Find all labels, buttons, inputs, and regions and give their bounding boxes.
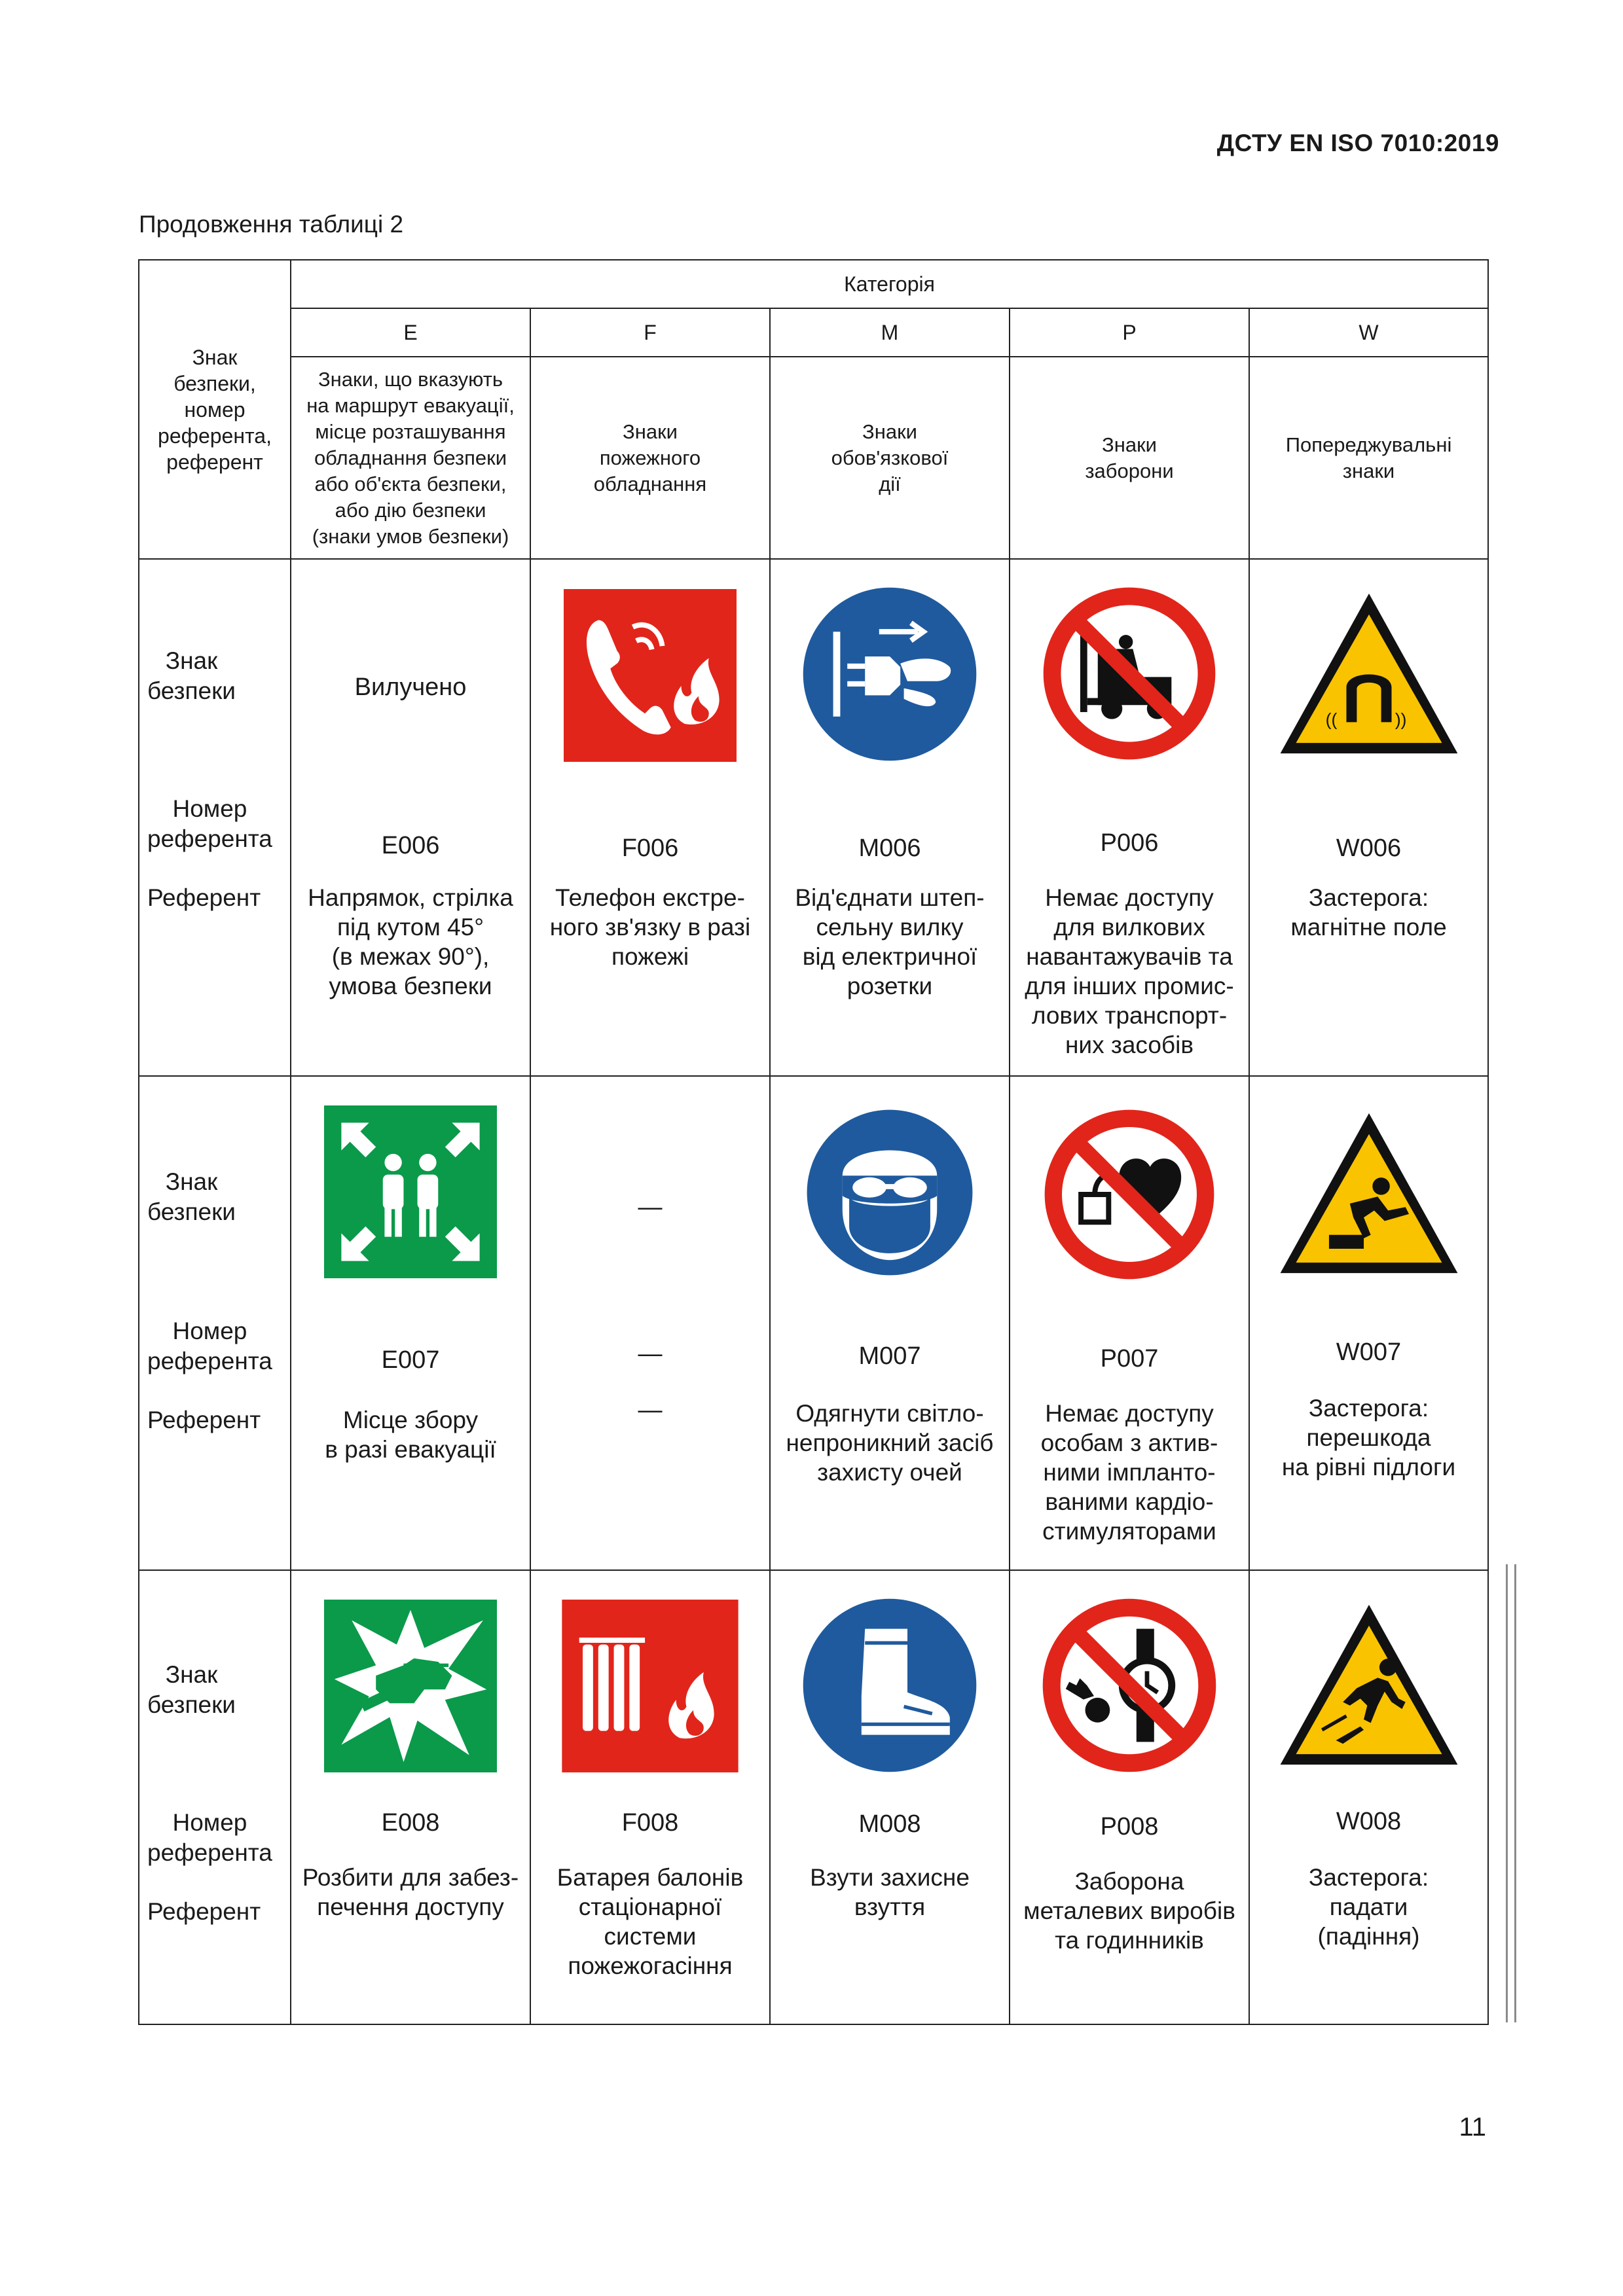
row-labels [139, 1570, 291, 2024]
label-referent: Референт [147, 1407, 261, 1433]
column-letter-p: P [1010, 308, 1249, 357]
page-number: 11 [1459, 2113, 1486, 2142]
referent-text: Місце збору в разі евакуації [325, 1407, 496, 1463]
cell-p006 [1010, 559, 1249, 1076]
cell-w008 [1249, 1570, 1488, 2024]
referent-text: Взути захисне взуття [810, 1864, 970, 1920]
left-header: Знак безпеки, номер референта, референт [139, 260, 291, 559]
column-desc-e: Знаки, що вказують на маршрут евакуації, місце розташування обладнання безпеки або об'єкта безпеки, або дію безпеки (знаки умов безпеки) [291, 357, 530, 559]
label-sign: Знак безпеки [147, 1661, 236, 1718]
referent-number: W008 [1336, 1808, 1402, 1835]
referent-text: Застерога: падати (падіння) [1308, 1864, 1429, 1950]
column-letter-e: E [291, 308, 530, 357]
no-forklift-icon [1042, 586, 1217, 761]
cell-f006 [530, 559, 770, 1076]
no-metal-watches-icon [1041, 1597, 1218, 1774]
referent-number: M006 [858, 834, 921, 862]
referent-number: E006 [381, 832, 440, 859]
referent-text: Батарея балонів стаціонарної системи пожежогасіння [556, 1864, 744, 1979]
cell-e007 [291, 1076, 530, 1570]
cell-m006 [770, 559, 1010, 1076]
referent-number: P007 [1100, 1345, 1159, 1372]
svg-text:((: (( [1325, 709, 1337, 730]
safety-signs-table [138, 259, 1489, 2025]
row-labels [139, 1076, 291, 1570]
disconnect-plug-icon [801, 586, 978, 762]
cell-m008 [770, 1570, 1010, 2024]
label-referent: Референт [147, 1898, 261, 1925]
referent-text: Немає доступу особам з актив- ними імпланто- ваними кардіо- стимуляторами [1040, 1400, 1218, 1545]
referent-text: Застерога: магнітне поле [1290, 884, 1447, 941]
margin-rule [1506, 1564, 1516, 2022]
column-letter-m: M [770, 308, 1010, 357]
row-labels [139, 559, 291, 1076]
cell-p007 [1010, 1076, 1249, 1570]
referent-text: Телефон екстре- ного зв'язку в разі пожежі [549, 884, 751, 970]
cell-p008 [1010, 1570, 1249, 2024]
break-to-obtain-access-icon [324, 1600, 497, 1772]
standard-designation: ДСТУ EN ISO 7010:2019 [1216, 130, 1499, 156]
referent-text: Застерога: перешкода на рівні підлоги [1281, 1395, 1456, 1480]
referent-text: Одягнути світло- непроникний засіб захисту очей [786, 1400, 994, 1486]
label-number: Номер референта [147, 1809, 272, 1866]
referent-number: F006 [621, 834, 679, 862]
cell-f-empty [530, 1076, 770, 1570]
floor-obstacle-warning-icon [1273, 1105, 1465, 1281]
referent-number: M008 [858, 1810, 921, 1838]
cell-f008 [530, 1570, 770, 2024]
empty-dash: — [638, 1340, 663, 1367]
referent-text: Від'єднати штеп- сельну вилку від електричної розетки [795, 884, 985, 999]
referent-number: P008 [1100, 1813, 1159, 1840]
fire-emergency-telephone-icon [564, 589, 737, 762]
wear-safety-footwear-icon [801, 1597, 978, 1774]
empty-dash: — [638, 1193, 663, 1220]
fire-suppression-cylinders-icon [562, 1600, 739, 1772]
referent-number: F008 [621, 1809, 679, 1837]
cell-e008 [291, 1570, 530, 2024]
referent-number: E007 [381, 1346, 440, 1374]
label-referent: Референт [147, 884, 261, 911]
referent-text: Немає доступу для вилкових навантажувачів та для інших промис- лових транспорт- них засобів [1025, 884, 1234, 1058]
no-pacemaker-icon [1043, 1108, 1216, 1281]
svg-text:)): )) [1395, 709, 1407, 730]
cell-w007 [1249, 1076, 1488, 1570]
wear-opaque-eye-protection-icon [805, 1108, 974, 1277]
table-caption: Продовження таблиці 2 [139, 211, 404, 238]
cell-m007 [770, 1076, 1010, 1570]
cell-w006 [1249, 559, 1488, 1076]
column-letter-w: W [1249, 308, 1488, 357]
falling-warning-icon [1273, 1597, 1465, 1772]
column-desc-p: Знаки заборони [1010, 357, 1249, 559]
magnetic-field-warning-icon [1273, 586, 1465, 761]
referent-number: E008 [381, 1809, 440, 1837]
label-sign: Знак безпеки [147, 1168, 236, 1225]
referent-text: Заборона металевих виробів та годинників [1023, 1868, 1235, 1954]
referent-number: M007 [858, 1342, 921, 1370]
removed-note: Вилучено [354, 673, 467, 701]
column-desc-f: Знаки пожежного обладнання [530, 357, 770, 559]
column-desc-m: Знаки обов'язкової дії [770, 357, 1010, 559]
empty-dash: — [638, 1396, 663, 1423]
label-sign: Знак безпеки [147, 647, 236, 704]
referent-text: Розбити для забез- печення доступу [302, 1864, 519, 1920]
evacuation-assembly-point-icon [324, 1105, 497, 1278]
referent-text: Напрямок, стрілка під кутом 45° (в межах 90°), умова безпеки [308, 884, 513, 999]
category-header: Категорія [291, 260, 1488, 308]
column-desc-w: Попереджувальні знаки [1249, 357, 1488, 559]
column-letter-f: F [530, 308, 770, 357]
referent-number: W006 [1336, 834, 1402, 862]
label-number: Номер референта [147, 1318, 272, 1374]
referent-number: P006 [1100, 829, 1159, 857]
cell-e006 [291, 559, 530, 1076]
referent-number: W007 [1336, 1338, 1402, 1366]
label-number: Номер референта [147, 795, 272, 852]
